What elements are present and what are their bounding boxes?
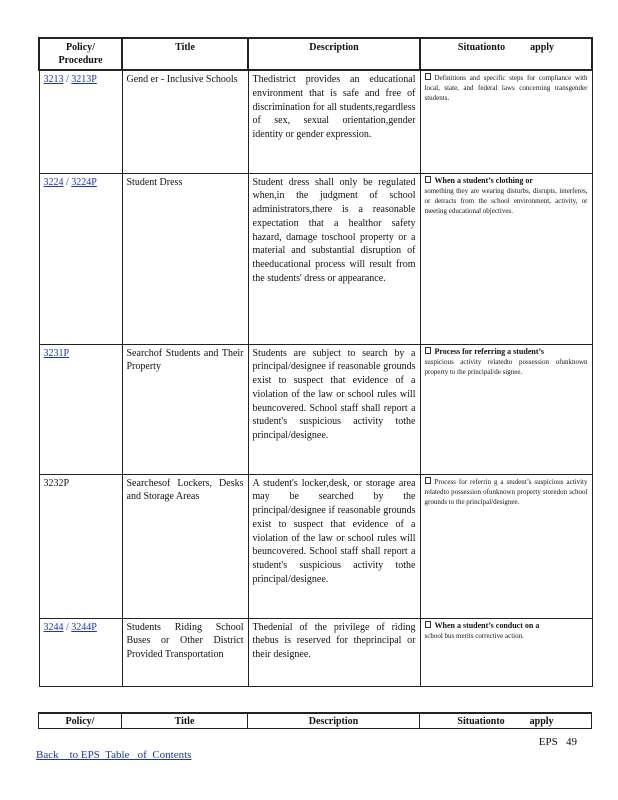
situation-lead: When a student’s conduct on a	[434, 620, 540, 630]
title-cell: Searchof Students and Their Property	[122, 344, 248, 474]
policy-link[interactable]: 3244	[43, 621, 64, 633]
header-policy: Policy/ Procedure	[39, 38, 122, 70]
link-separator: /	[66, 176, 72, 188]
table-row	[39, 344, 592, 474]
situation-cell	[420, 618, 592, 686]
title-cell: Students Riding School Buses or Other District Provided Transportation	[122, 618, 248, 686]
table-header-row	[39, 713, 592, 729]
description-cell: Students are subject to search by a principal/designee if reasonable grounds exist to suspect that evidence of a violation of the law or school rules will beuncovered. School staff shall report a student's suspicious activity tothe principal/designee.	[248, 344, 420, 474]
situation-cell	[420, 344, 592, 474]
policy-cell	[39, 173, 122, 344]
table-row	[39, 474, 592, 618]
checkbox-bullet-icon	[425, 477, 431, 484]
situation-text: school bus merits corrective action.	[424, 631, 524, 640]
policy-cell	[39, 70, 122, 173]
title-cell: Searchesof Lockers, Desks and Storage Areas	[122, 474, 248, 618]
header-description: Description	[248, 713, 420, 729]
header-description: Description	[248, 38, 420, 70]
header-policy: Policy/	[39, 713, 122, 729]
policy-link[interactable]: 3213	[43, 74, 64, 85]
situation-text: Definitions and specific steps for compliance with local, state, and federal laws concerning transgender students.	[424, 74, 588, 102]
header-situation: Situationto apply	[420, 38, 592, 70]
checkbox-bullet-icon	[425, 347, 431, 354]
description-cell: A student's locker,desk, or storage area may be searched by the principal/designee if reasonable grounds exist to suspect that evidence of a violation of the law or school rules will beuncovered. School staff shall report a student's suspicious activity tothe principal/designee.	[248, 474, 420, 618]
policy-cell	[39, 618, 122, 686]
repeated-table-header	[38, 712, 592, 729]
checkbox-bullet-icon	[425, 73, 431, 80]
situation-cell	[420, 173, 592, 344]
back-to-contents-link[interactable]: Back to EPS Table of Contents	[36, 749, 192, 761]
situation-lead: Process for referring a student’s	[434, 346, 544, 356]
policy-cell	[39, 344, 122, 474]
header-title: Title	[122, 713, 248, 729]
situation-cell	[420, 70, 592, 173]
procedure-link[interactable]: 3224P	[71, 176, 97, 188]
table-header-row	[39, 38, 592, 70]
policy-link[interactable]: 3231P	[43, 347, 70, 359]
description-cell: Student dress shall only be regulated when,in the judgment of school administrators,there is a reasonable expectation that a healthor safety hazard, damage toschool property or a material and substantial disruption of theeducational process will result from the students' dress or appearance.	[248, 173, 420, 344]
table-row	[39, 618, 592, 686]
procedure-link[interactable]: 3213P	[71, 74, 97, 85]
situation-text: Process for referrin g a student’s suspicious activity relatedto possession ofunknown property storedon school grounds to the principal/designee.	[424, 477, 588, 506]
title-cell: Student Dress	[122, 173, 248, 344]
description-cell: Thedenial of the privilege of riding thebus is reserved for theprincipal or their designee.	[248, 618, 420, 686]
checkbox-bullet-icon	[425, 176, 431, 183]
policy-link: 3232P	[43, 477, 70, 489]
header-title: Title	[122, 38, 248, 70]
description-cell: Thedistrict provides an educational environment that is safe and free of discrimination for all students,regardless of sex, sexual orientation,gender identity or gender expression.	[248, 70, 420, 173]
table-row	[39, 173, 592, 344]
header-situation: Situationto apply	[420, 713, 592, 729]
situation-lead: When a student’s clothing or	[434, 175, 533, 185]
policy-table	[38, 37, 593, 687]
situation-text: something they are wearing disturbs, disrupts, interferes, or detracts from the school environment, activity, or meeting educational objectives.	[424, 186, 588, 215]
page-number: EPS 49	[538, 736, 577, 748]
link-separator: /	[66, 74, 72, 85]
table-row	[39, 70, 592, 173]
link-separator: /	[66, 621, 72, 633]
policy-cell	[39, 474, 122, 618]
procedure-link[interactable]: 3244P	[71, 621, 97, 633]
policy-link[interactable]: 3224	[43, 176, 64, 188]
situation-text: suspicious activity relatedto possession ofunknown property to the principal/de signee.	[424, 357, 588, 376]
checkbox-bullet-icon	[425, 621, 431, 628]
title-cell: Gend er - Inclusive Schools	[122, 70, 248, 173]
situation-cell	[420, 474, 592, 618]
